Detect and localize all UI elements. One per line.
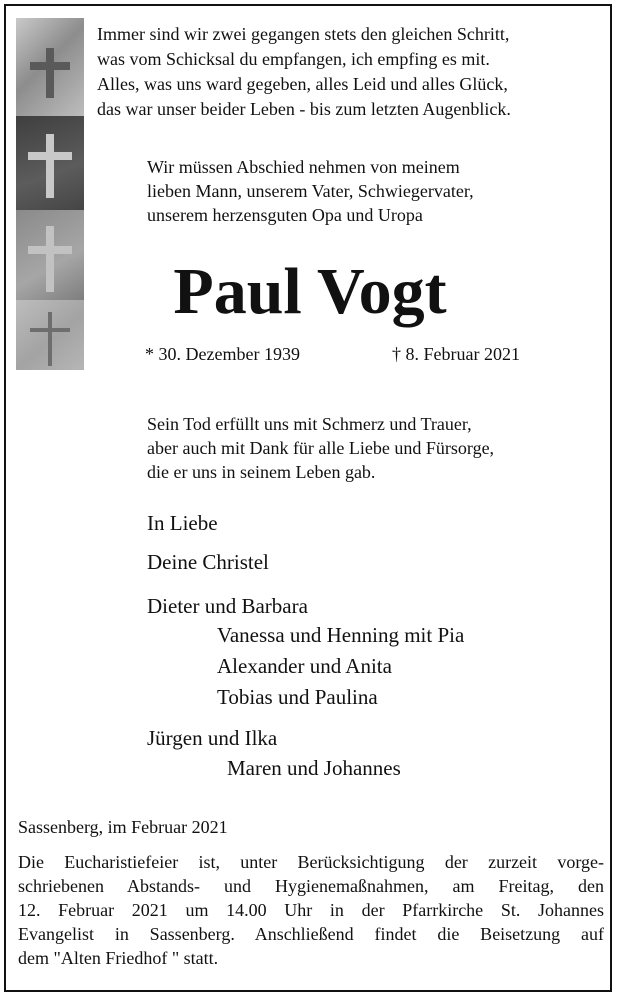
in-love-label: In Liebe [147, 511, 218, 535]
intro-line: lieben Mann, unserem Vater, Schwiegervater, [147, 181, 474, 201]
family-member: Alexander und Anita [217, 654, 392, 678]
family-member: Maren und Johannes [227, 756, 401, 780]
cross-icon [30, 48, 70, 98]
image-panel-dark [16, 116, 84, 210]
cross-icon [28, 134, 72, 198]
notice-frame [4, 4, 612, 992]
birth-date: * 30. Dezember 1939 [145, 344, 300, 364]
notice-line: dem "Alten Friedhof " statt. [18, 948, 219, 968]
farewell-intro [147, 155, 474, 227]
image-panel-top [16, 18, 84, 116]
poem-line: Immer sind wir zwei gegangen stets den gleichen Schritt, [97, 24, 510, 44]
notice-line: schriebenen Abstands- und Hygienemaßnahmen, am Freitag, den [18, 876, 604, 896]
deceased-name: Paul Vogt [173, 255, 447, 328]
poem [97, 22, 511, 122]
wife-name: Deine Christel [147, 550, 269, 574]
mourning-line: Sein Tod erfüllt uns mit Schmerz und Trauer, [147, 414, 472, 434]
notice-line: Die Eucharistiefeier ist, unter Berücksichtigung der zurzeit vorge- [18, 852, 604, 872]
intro-line: unserem herzensguten Opa und Uropa [147, 205, 423, 225]
mourning-text [147, 412, 494, 484]
notice-line: 12. Februar 2021 um 14.00 Uhr in der Pfarrkirche St. Johannes [18, 900, 604, 920]
family-member: Tobias und Paulina [217, 685, 378, 709]
death-date: † 8. Februar 2021 [392, 344, 520, 364]
mourning-line: aber auch mit Dank für alle Liebe und Fürsorge, [147, 438, 495, 458]
funeral-notice [18, 850, 604, 970]
poem-line: was vom Schicksal du empfangen, ich empfing es mit. [97, 49, 490, 69]
poem-line: Alles, was uns ward gegeben, alles Leid und alles Glück, [97, 74, 508, 94]
notice-line: Evangelist in Sassenberg. Anschließend findet die Beisetzung auf [18, 924, 604, 944]
mourning-line: die er uns in seinem Leben gab. [147, 462, 376, 482]
poem-line: das war unser beider Leben - bis zum letzten Augenblick. [97, 99, 511, 119]
intro-line: Wir müssen Abschied nehmen von meinem [147, 157, 460, 177]
family-member: Vanessa und Henning mit Pia [217, 623, 465, 647]
place-date: Sassenberg, im Februar 2021 [18, 817, 228, 837]
family-group-head: Jürgen und Ilka [147, 726, 278, 750]
family-group-head: Dieter und Barbara [147, 594, 308, 618]
